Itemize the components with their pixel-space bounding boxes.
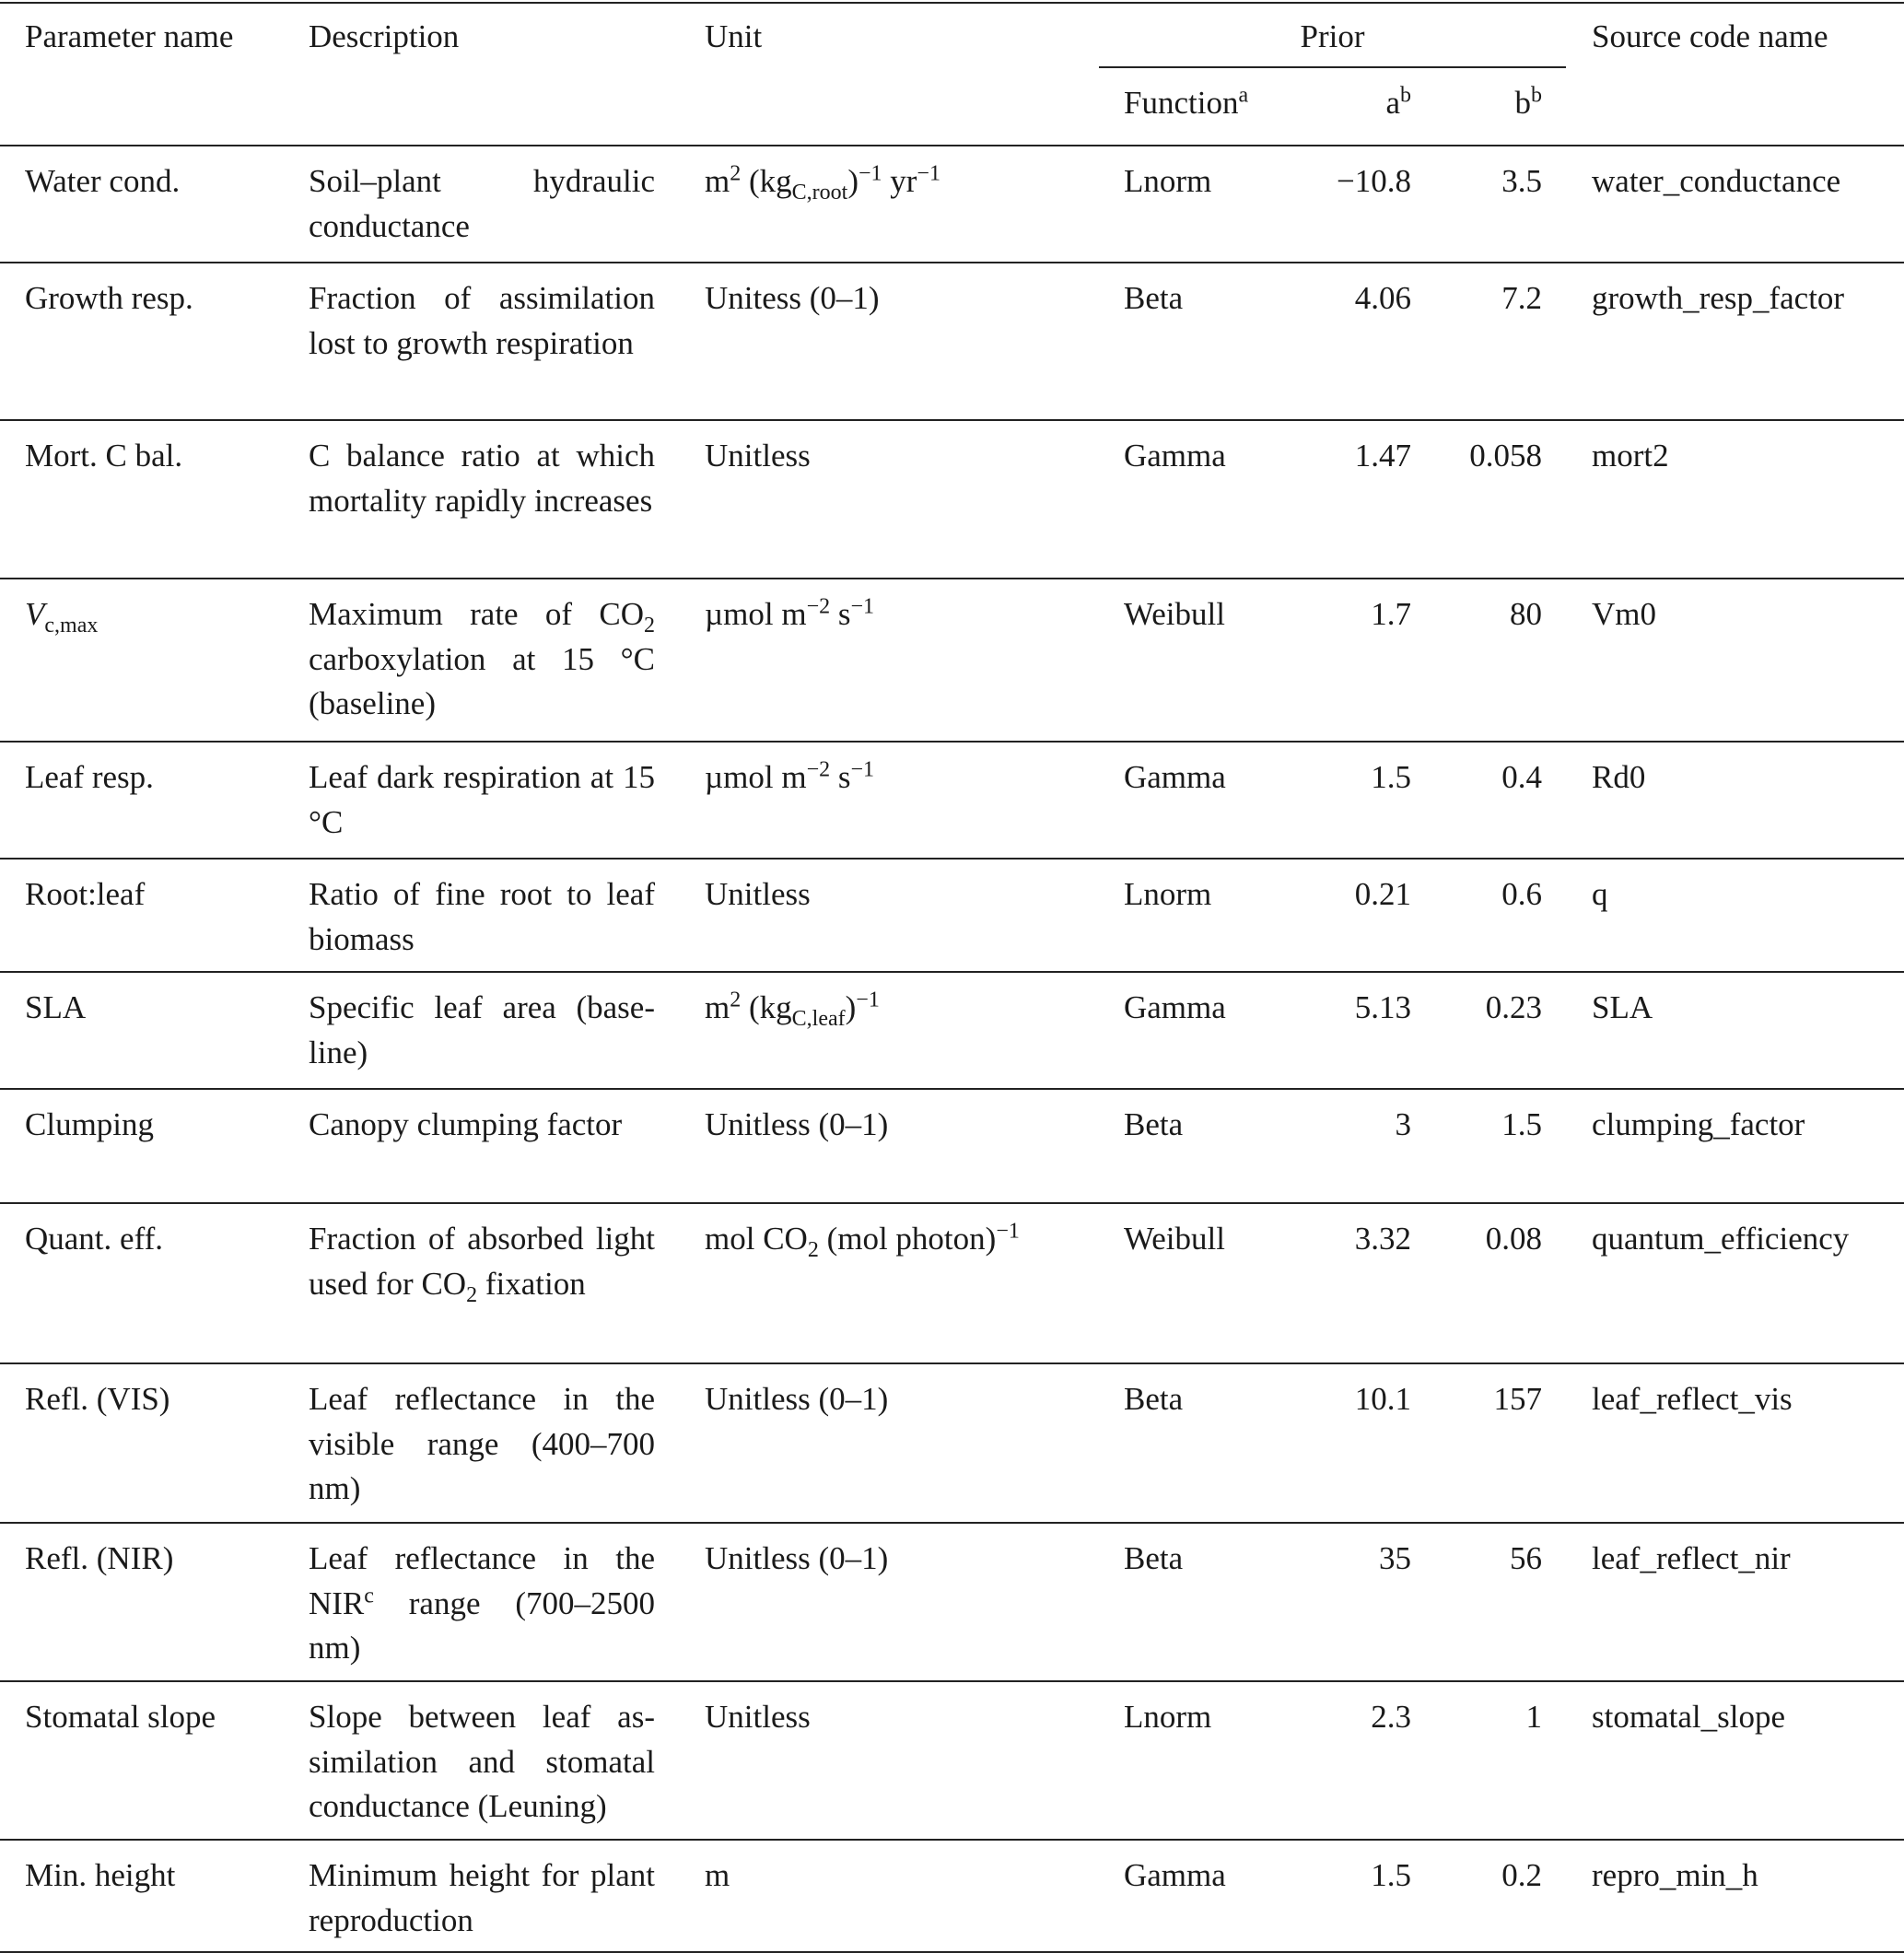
description-cell: Minimum height for plant reproduction bbox=[309, 1857, 655, 1938]
description-cell: Leaf reflectance in the visible range (400–700 nm) bbox=[309, 1381, 655, 1507]
prior-b-cell: 0.2 bbox=[1501, 1857, 1543, 1893]
parameter-name-cell: $V_{c,max}$ bbox=[25, 596, 99, 637]
description-cell: Fraction of absorbed light used for $CO_2$ fixation bbox=[309, 1221, 655, 1307]
unit-cell: $m^2$ $(kg_{C,leaf})^{-1}$ bbox=[705, 988, 880, 1031]
header-b: $b^b$ bbox=[1514, 83, 1543, 121]
prior-a-cell: −10.8 bbox=[1337, 163, 1411, 199]
description-cell: Slope between leaf assimilation and stomatal conductance (Leuning) bbox=[309, 1699, 655, 1825]
function-cell: Beta bbox=[1124, 1381, 1184, 1417]
function-cell: Beta bbox=[1124, 1540, 1184, 1576]
prior-b-cell: 56 bbox=[1510, 1540, 1543, 1576]
source-code-name-cell: q bbox=[1592, 876, 1608, 912]
source-code-name-cell: mort2 bbox=[1592, 438, 1669, 474]
header-a: $a^b$ bbox=[1385, 83, 1411, 121]
source-code-name-cell: stomatal_slope bbox=[1592, 1699, 1785, 1735]
table-row bbox=[0, 579, 1904, 742]
source-code-name-cell: water_conductance bbox=[1592, 163, 1841, 199]
function-cell: Weibull bbox=[1124, 596, 1225, 632]
source-code-name-cell: Vm0 bbox=[1592, 596, 1657, 632]
function-cell: Lnorm bbox=[1124, 1699, 1212, 1735]
prior-a-cell: 4.06 bbox=[1354, 280, 1411, 316]
prior-b-cell: 0.058 bbox=[1469, 438, 1543, 474]
function-cell: Lnorm bbox=[1124, 876, 1212, 912]
function-cell: Gamma bbox=[1124, 438, 1226, 474]
description-cell: Fraction of assimilation lost to growth respiration bbox=[309, 280, 655, 361]
prior-a-cell: 3.32 bbox=[1354, 1221, 1411, 1257]
prior-b-cell: 0.08 bbox=[1485, 1221, 1543, 1257]
header-source-code-name: Source code name bbox=[1592, 18, 1828, 54]
function-cell: Weibull bbox=[1124, 1221, 1225, 1257]
prior-a-cell: 35 bbox=[1379, 1540, 1411, 1576]
parameter-name-cell: Mort. C bal. bbox=[25, 438, 183, 474]
prior-b-cell: 0.6 bbox=[1501, 876, 1543, 912]
prior-b-cell: 157 bbox=[1493, 1381, 1543, 1417]
source-code-name-cell: leaf_reflect_nir bbox=[1592, 1540, 1791, 1576]
header-prior: Prior bbox=[1099, 3, 1566, 67]
function-cell: Gamma bbox=[1124, 1857, 1226, 1893]
function-cell: Gamma bbox=[1124, 989, 1226, 1025]
prior-a-cell: 1.7 bbox=[1371, 596, 1411, 632]
unit-cell: Unitless bbox=[705, 1699, 811, 1735]
unit-cell: Unitless bbox=[705, 438, 811, 474]
table-row bbox=[0, 146, 1904, 263]
function-cell: Lnorm bbox=[1124, 163, 1212, 199]
description-cell: Soil–plant hydraulic conductance bbox=[309, 163, 655, 244]
table-row bbox=[0, 859, 1904, 972]
parameter-name-cell: Refl. (VIS) bbox=[25, 1381, 170, 1417]
function-cell: Beta bbox=[1124, 1106, 1184, 1142]
source-code-name-cell: SLA bbox=[1592, 989, 1653, 1025]
prior-b-cell: 0.4 bbox=[1501, 759, 1543, 795]
table-row bbox=[0, 1203, 1904, 1363]
description-cell: Leaf dark respiration at 15 °C bbox=[309, 759, 655, 840]
header-function: Function$^a$ bbox=[1124, 83, 1249, 121]
parameter-name-cell: Min. height bbox=[25, 1857, 176, 1893]
table-row bbox=[0, 1523, 1904, 1681]
parameter-name-cell: Quant. eff. bbox=[25, 1221, 163, 1257]
prior-a-cell: 0.21 bbox=[1354, 876, 1411, 912]
prior-b-cell: 1 bbox=[1525, 1699, 1543, 1735]
description-cell: C balance ratio at which mortality rapidly increases bbox=[309, 438, 655, 519]
parameter-name-cell: Water cond. bbox=[25, 163, 181, 199]
table-row bbox=[0, 1681, 1904, 1840]
unit-cell: Unitless (0–1) bbox=[705, 1381, 889, 1417]
parameter-name-cell: Refl. (NIR) bbox=[25, 1540, 174, 1576]
prior-a-cell: 10.1 bbox=[1354, 1381, 1411, 1417]
prior-b-cell: 0.23 bbox=[1485, 989, 1543, 1025]
unit-cell: m bbox=[705, 1857, 730, 1893]
prior-b-cell: 80 bbox=[1510, 596, 1543, 632]
unit-cell: Unitless (0–1) bbox=[705, 1106, 889, 1142]
table-row bbox=[0, 420, 1904, 579]
source-code-name-cell: quantum_efficiency bbox=[1592, 1221, 1850, 1257]
description-cell: Specific leaf area (baseline) bbox=[309, 989, 655, 1070]
unit-cell: Unitless bbox=[705, 876, 811, 912]
table-row bbox=[0, 742, 1904, 859]
unit-cell: Unitess (0–1) bbox=[705, 280, 880, 316]
description-cell: Leaf reflectance in the NIR$^c$ range (700–2500 nm) bbox=[309, 1540, 655, 1666]
description-cell: Maximum rate of $CO_2$ carboxylation at 15 °C (baseline) bbox=[309, 596, 655, 722]
prior-a-cell: 1.47 bbox=[1354, 438, 1411, 474]
prior-a-cell: 1.5 bbox=[1371, 1857, 1411, 1893]
prior-a-cell: 2.3 bbox=[1371, 1699, 1411, 1735]
unit-cell: µmol $m^{-2}$ $s^{-1}$ bbox=[705, 594, 875, 632]
parameter-name-cell: Root:leaf bbox=[25, 876, 146, 912]
parameter-name-cell: Growth resp. bbox=[25, 280, 193, 316]
description-cell: Ratio of fine root to leaf biomass bbox=[309, 876, 655, 957]
parameter-name-cell: SLA bbox=[25, 989, 87, 1025]
unit-cell: µmol $m^{-2}$ $s^{-1}$ bbox=[705, 757, 875, 795]
prior-b-cell: 3.5 bbox=[1501, 163, 1543, 199]
function-cell: Gamma bbox=[1124, 759, 1226, 795]
prior-b-cell: 1.5 bbox=[1501, 1106, 1543, 1142]
parameter-name-cell: Stomatal slope bbox=[25, 1699, 216, 1735]
parameter-name-cell: Clumping bbox=[25, 1106, 155, 1142]
source-code-name-cell: growth_resp_factor bbox=[1592, 280, 1845, 316]
unit-cell: mol $CO_2$ (mol photon)$^{-1}$ bbox=[705, 1219, 1020, 1262]
prior-b-cell: 7.2 bbox=[1501, 280, 1543, 316]
table-row bbox=[0, 1089, 1904, 1203]
source-code-name-cell: clumping_factor bbox=[1592, 1106, 1805, 1142]
header-unit: Unit bbox=[705, 18, 763, 54]
table-row bbox=[0, 972, 1904, 1089]
table-row bbox=[0, 1840, 1904, 1952]
header-description: Description bbox=[309, 18, 460, 54]
table-row bbox=[0, 263, 1904, 420]
unit-cell: $m^2$ $(kg_{C,root})^{-1}$ $yr^{-1}$ bbox=[705, 161, 940, 205]
prior-a-cell: 5.13 bbox=[1354, 989, 1411, 1025]
header-parameter-name: Parameter name bbox=[25, 18, 234, 54]
parameter-name-cell: Leaf resp. bbox=[25, 759, 154, 795]
description-cell: Canopy clumping factor bbox=[309, 1106, 623, 1142]
parameter-table bbox=[0, 2, 1904, 1953]
source-code-name-cell: Rd0 bbox=[1592, 759, 1646, 795]
function-cell: Beta bbox=[1124, 280, 1184, 316]
prior-a-cell: 1.5 bbox=[1371, 759, 1411, 795]
prior-a-cell: 3 bbox=[1395, 1106, 1411, 1142]
table-row bbox=[0, 1363, 1904, 1523]
unit-cell: Unitless (0–1) bbox=[705, 1540, 889, 1576]
source-code-name-cell: leaf_reflect_vis bbox=[1592, 1381, 1793, 1417]
source-code-name-cell: repro_min_h bbox=[1592, 1857, 1758, 1893]
